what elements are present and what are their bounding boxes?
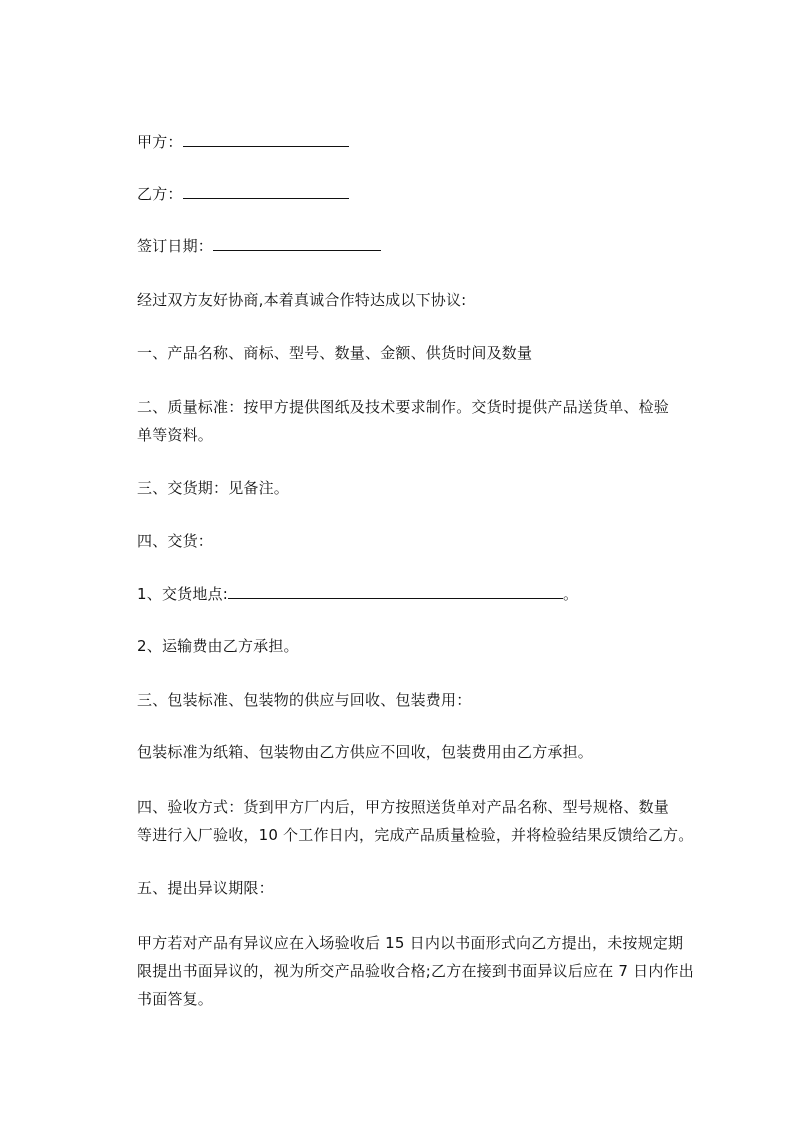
objection-title: 五、提出异议期限： bbox=[137, 879, 274, 897]
packaging-title: 三、包装标准、包装物的供应与回收、包装费用： bbox=[137, 691, 472, 709]
acceptance-paragraph bbox=[137, 793, 693, 849]
party-b-row bbox=[137, 182, 349, 206]
clause1-title: 一、产品名称、商标、型号、数量、金额、供货时间及数量 bbox=[137, 344, 533, 362]
objection-paragraph bbox=[137, 929, 694, 1013]
packaging-text: 包装标准为纸箱、包装物由乙方供应不回收，包装费用由乙方承担。 bbox=[137, 743, 594, 761]
freight-text: 2、运输费由乙方承担。 bbox=[137, 637, 299, 655]
clause2-paragraph bbox=[137, 393, 669, 449]
clause3-title: 三、交货期：见备注。 bbox=[137, 479, 290, 497]
acceptance-line1: 四、验收方式：货到甲方厂内后，甲方按照送货单对产品名称、型号规格、数量 bbox=[137, 798, 670, 816]
sign-date-row bbox=[137, 234, 381, 258]
clause4-title: 四、交货： bbox=[137, 532, 214, 550]
clause2-line1: 二、质量标准：按甲方提供图纸及技术要求制作。交货时提供产品送货单、检验 bbox=[137, 398, 670, 416]
objection-line3: 书面答复。 bbox=[137, 990, 214, 1008]
objection-line2: 限提出书面异议的，视为所交产品验收合格;乙方在接到书面异议后应在 7 日内作出 bbox=[137, 962, 694, 980]
sign-date-blank bbox=[213, 234, 381, 251]
acceptance-line2: 等进行入厂验收，10 个工作日内，完成产品质量检验，并将检验结果反馈给乙方。 bbox=[137, 826, 694, 844]
delivery-place-label: 1、交货地点: bbox=[137, 585, 228, 603]
delivery-place-end: 。 bbox=[563, 585, 579, 603]
party-b-blank bbox=[183, 182, 349, 199]
party-a-blank bbox=[183, 130, 349, 147]
party-a-label: 甲方： bbox=[137, 133, 183, 151]
objection-line1: 甲方若对产品有异议应在入场验收后 15 日内以书面形式向乙方提出，未按规定期 bbox=[137, 934, 684, 952]
sign-date-label: 签订日期： bbox=[137, 237, 214, 255]
clause2-line2: 单等资料。 bbox=[137, 426, 214, 444]
party-a-row bbox=[137, 130, 349, 154]
delivery-place-row bbox=[137, 582, 578, 606]
party-b-label: 乙方： bbox=[137, 185, 183, 203]
intro-text: 经过双方友好协商,本着真诚合作特达成以下协议: bbox=[137, 291, 467, 309]
delivery-place-blank bbox=[228, 582, 563, 599]
